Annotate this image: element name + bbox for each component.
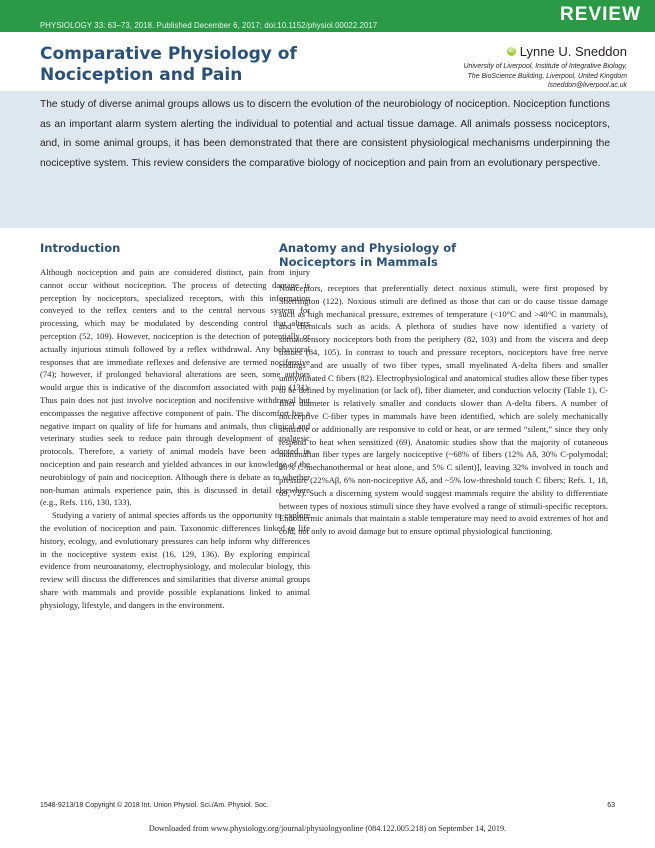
orcid-icon[interactable]: iD bbox=[508, 48, 515, 54]
paragraph: Nociceptors, receptors that preferentially detect noxious stimuli, were first proposed by Sherrington (122). Noxious stimuli are defined as those that can or do cause tissue damage such as high mechanical pressure, extremes of temperature (<10°C and >40°C in mammals), and chemicals such as acids. A plethora of studies have now identified a variety of somatosensory nociceptors both from the periphery (82, 103) and from the viscera and deep tissues (84, 105). In contrast to touch and pressure receptors, nociceptors have free nerve endings and are usually of two fiber types, small myelinated A-delta fibers and smaller unmyelinated C fibers (82). Electrophysiological and anatomical studies allow these fiber types to be defined by myelination (or lack of), fiber diameter, and conduction velocity (Table 1). C-fiber diameter is relatively smaller and conducts slower than A-delta fibers. A number of nociceptive C-fiber types in mammals have been identified, which are solely mechanically sensitive or additionally are responsive to cold or heat, or are termed “silent,” since they only respond to heat when sensitized (69). Anatomic studies show that the majority of cutaneous mammalian fiber types are largely nociceptive (~68% of fibers (12% Aδ, 30% C-polymodal; 20% C-mechanothermal or heat alone, and 5% C silent)], leaving 32% involved in touch and pressure (22%Aβ, 6% non-nociceptive Aδ, and ~5% low-threshold touch C fibers; Refs. 1, 18, 69, 72). Such a discerning system would suggest mammals require the ability to differentiate between types of noxious stimuli since they have evolved a range of stimuli-specific receptors. Endothermic animals that maintain a stable temperature may need to avoid extremes of hot and cold, not only to avoid damage but to ensure optimal physiological functioning. bbox=[279, 283, 608, 537]
author-line bbox=[367, 44, 627, 59]
abstract-text: The study of diverse animal groups allows us to discern the evolution of the neurobiology of nociception. Nociception functions as an important alarm system alerting the individual to potential and actual tissue damage. All animals possess nociceptors, and, in some animal groups, it has been demonstrated that there are consistent physiological mechanisms underpinning the nociceptive system. This review considers the comparative biology of nociception and pain from an evolutionary perspective. bbox=[40, 99, 610, 169]
anatomy-heading: Anatomy and Physiology of Nociceptors in Mammals bbox=[279, 241, 457, 269]
author-block bbox=[367, 44, 627, 91]
page-number: 63 bbox=[607, 802, 615, 809]
author-email[interactable]: lsneddon@liverpool.ac.uk bbox=[547, 82, 627, 90]
introduction-column bbox=[40, 266, 310, 612]
journal-header-bar bbox=[0, 0, 655, 32]
affiliation-line: The BioScience Building, Liverpool, United Kingdom bbox=[467, 72, 627, 80]
section-label: REVIEW bbox=[560, 4, 641, 25]
author-name: Lynne U. Sneddon bbox=[519, 44, 627, 59]
paragraph: Although nociception and pain are considered distinct, pain from injury cannot occur without nociception. The process of detecting damage is perception by nociceptors, specialized receptors, with this information conveyed to the reflex centers and to the central nervous system for processing, which may be modulated by descending control that alters perception (52, 109). However, nociception is the detection of potentially or actually injurious stimuli followed by a reflex withdrawal. Any behavioral responses that are immediate reflexes and defensive are termed nocifensive (74); however, if prolonged behavioral alterations are seen, some authors would argue this is indicative of the discomfort associated with pain (131). Thus pain does not just involve nociception and nocifensive withdrawal but encompasses the negative affective component of pain. The discomfort has a negative impact on quality of life for humans and animals, thus clinical and veterinary studies seek to reduce pain through development of analgesic protocols. Therefore, a variety of animal models have been adopted in nociception and pain research and yielded advances in our knowledge of the neurobiology of pain and nociception. Although there is debate as to whether non-human animals experience pain, this is discussed in detail elsewhere (e.g., Refs. 116, 130, 133). bbox=[40, 267, 310, 508]
introduction-heading: Introduction bbox=[40, 241, 121, 255]
affiliation-line: University of Liverpool, Institute of Integrative Biology, bbox=[463, 63, 627, 70]
download-note: Downloaded from www.physiology.org/journal/physiologyonline (084.122.005.218) on September 14, 2019. bbox=[148, 824, 507, 833]
citation-line: PHYSIOLOGY 33: 63–73, 2018. Published December 6, 2017; doi:10.1152/physiol.00022.2017 bbox=[40, 21, 378, 30]
article-title: Comparative Physiology of Nociception and Pain bbox=[40, 44, 297, 85]
affiliation bbox=[367, 62, 627, 91]
copyright-line: 1548-9213/18 Copyright © 2018 Int. Union Physiol. Sci./Am. Physiol. Soc. bbox=[40, 802, 269, 809]
anatomy-column bbox=[279, 282, 608, 538]
paragraph: Studying a variety of animal species affords us the opportunity to explore the evolution of nociception and pain. Taxonomic differences linked to life history, ecology, and evolutionary pressures can help inform why differences in the nociceptive system exist (16, 129, 136). By exploring empirical evidence from neuroanatomy, electrophysiology, and molecular biology, this review will discuss the differences and similarities that diverse animal groups share with mammals and provide possible explanations linked to animal physiology, lifestyle, and dangers in the environment. bbox=[40, 510, 310, 610]
